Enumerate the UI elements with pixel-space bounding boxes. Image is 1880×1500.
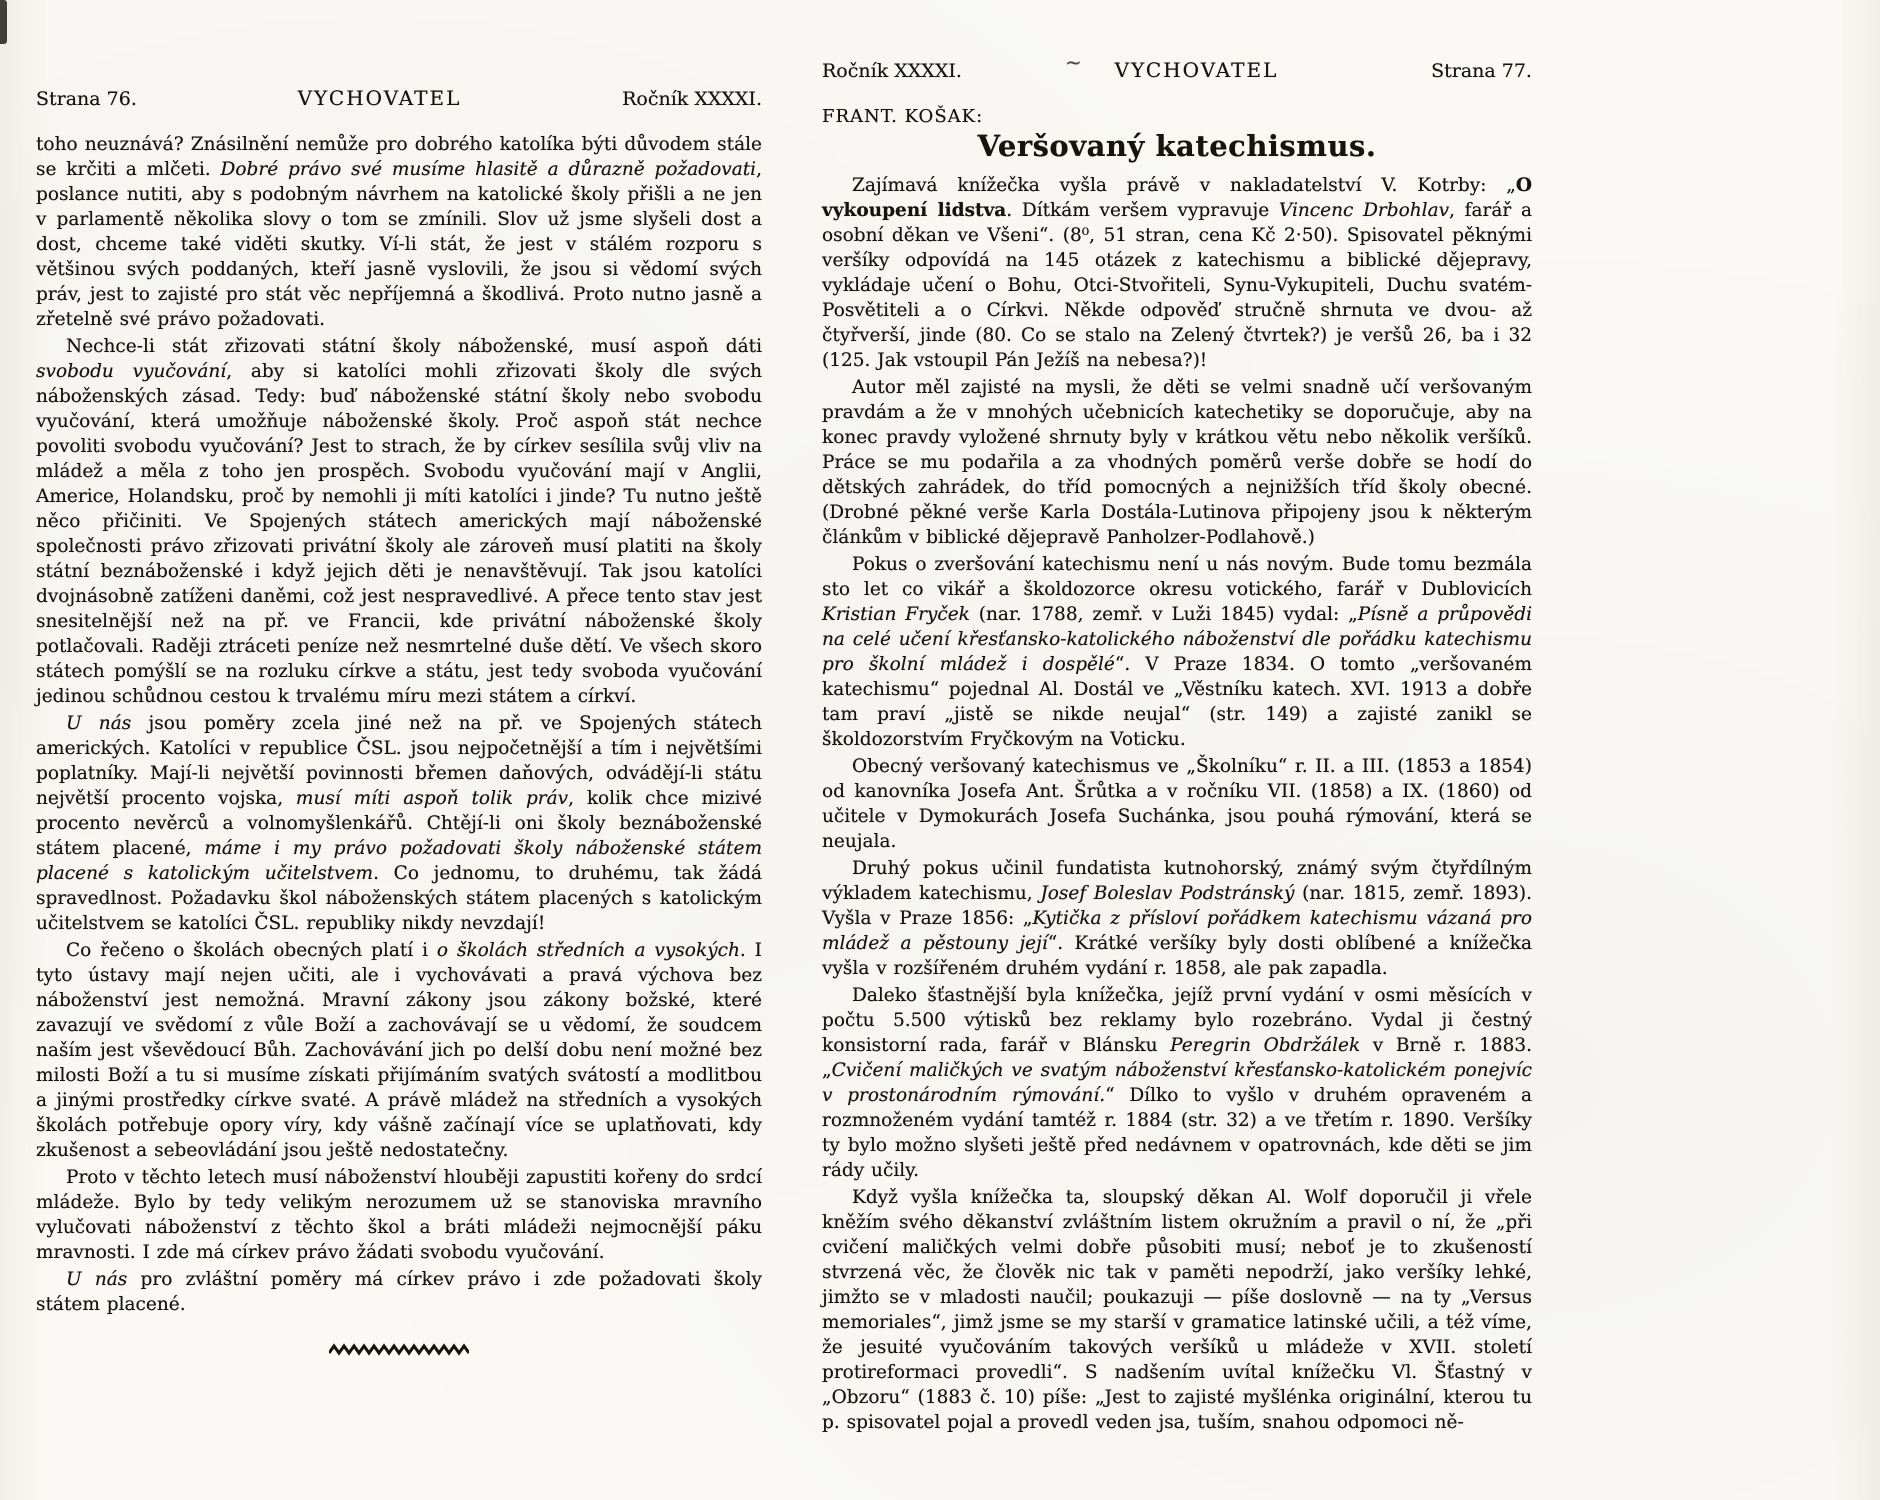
text-run: máme i my právo požadovati školy náboženské státem placené s katolickým učitelstvem bbox=[36, 838, 762, 884]
text-run: , poslance nutiti, aby s podobným návrhem na katolické školy přišli a ne jen v parlamentě několika slovy o tom se zmínili. Slov už jsme slyšeli dost a dost, chceme také viděti skutky. Ví-li stát, že jest v stálém rozporu s většinou svých poddaných, kteří jasně vyslovili, že jsou si vědomí svých práv, jest to zajisté pro stát věc nepříjemná a škodlivá. Proto nutno jasně a zřetelně své právo požadovati. bbox=[36, 159, 762, 330]
page-right bbox=[822, 50, 1533, 1437]
text-run: U nás bbox=[66, 713, 132, 734]
paragraph bbox=[36, 711, 762, 936]
text-run: svobodu vyučování bbox=[36, 361, 227, 382]
text-run: , aby si katolíci mohli zřizovati školy dle svých náboženských zásad. Tedy: buď náboženské státní školy nebo svobodu vyučování, která umožňuje náboženské školy. Proč aspoň stát nechce povoliti svobodu vyučování? Jest to strach, že by církev sesílila svůj vliv na mládež a měla z toho jen prospěch. Svobodu vyučování mají v Anglii, Americe, Holandsku, proč by nemohli ji míti katolíci i jinde? Tu nutno ještě něco přičiniti. Ve Spojených státech amerických mají náboženské společnosti právo zřizovati privátní školy ale zároveň musí platiti na školy státní beznáboženské i když jejich děti je nenavštěvují. Tak jsou katolíci dvojnásobně zatíženi daněmi, což jest nespravedlivé. A přece tento stav jest snesitelnější než na př. ve Francii, kde privátní náboženské školy potlačovali. Raději ztráceti peníze než nesmrtelné duše dětí. Ve všech skoro státech pomýšlí se na rozluku církve a státu, jest tedy svoboda vyučování jedinou schůdnou cestou k trvalému míru mezi státem a církví. bbox=[36, 361, 762, 707]
text-run: jsou poměry zcela jiné než na př. ve Spojených státech amerických. Katolíci v republice ČSL. jsou nejpočetnější a tím i největšími poplatníky. Mají-li největší povinnosti břemen daňových, odvádějí-li státu největší procento vojska, bbox=[36, 713, 762, 809]
text-run: (nar. 1815, zemř. 1893). Vyšla v Praze 1856: „ bbox=[822, 883, 1532, 929]
text-run: U nás bbox=[66, 1269, 128, 1290]
paragraph bbox=[36, 132, 762, 332]
text-run: Kytička z přísloví pořádkem katechismu vázaná pro mládež a pěstouny její bbox=[822, 908, 1533, 954]
paragraph bbox=[822, 552, 1532, 752]
text-run: Josef Boleslav Podstránský bbox=[1040, 883, 1295, 904]
text-run: Když vyšla knížečka ta, sloupský děkan Al. Wolf doporučil ji vřele kněžím svého děkanství zvláštním listem okružním a pravil o ní, že „při cvičení maličkých velmi dobře působiti musí; neboť je to zkušeností stvrzená věc, že člověk nic tak v paměti nepodrží, jako veršíky lehké, jimžto se v mladosti naučil; poukazuji — píše doslovně — na ty „Versus memoriales“, jimž jsme se my starší v gramatice latinské učili, a též víme, že jesuité vyučováním takových veršíků u mládeže v XVII. století protireformaci provedli“. S nadšením uvítal knížečku Vl. Šťastný v „Obzoru“ (1883 č. 10) píše: „Jest to zajisté myšlénka originální, kterou tu p. spisovatel pojal a provedl veden jsa, tuším, snahou odpomoci ně- bbox=[822, 1187, 1532, 1433]
text-run: . Co jednomu, to druhému, tak žádá spravedlnost. Požadavku škol náboženských státem placených s katolickým učitelstvem se katolíci ČSL. republiky nikdy nevzdají! bbox=[36, 863, 762, 934]
text-run: Daleko šťastnější byla knížečka, jejíž první vydání v osmi měsících v počtu 5.500 výtisků bez reklamy bylo rozebráno. Vydal ji čestný konsistorní rada, farář v Blánsku bbox=[822, 985, 1532, 1056]
text-run: pro zvláštní poměry má církev právo i zde požadovati školy státem placené. bbox=[36, 1269, 762, 1315]
paragraph bbox=[822, 173, 1532, 373]
text-run: Dobré právo své musíme hlasitě a důrazně požadovati bbox=[220, 159, 757, 180]
article-byline: FRANT. KOŠAK: bbox=[822, 106, 984, 127]
right-page-header bbox=[822, 50, 1532, 82]
paragraph bbox=[822, 983, 1532, 1183]
text-run: (nar. 1788, zemř. v Luži 1845) vydal: „ bbox=[969, 604, 1358, 625]
text-run: Pokus o zveršování katechismu není u nás novým. Bude tomu bezmála sto let co vikář a školdozorce okresu votického, farář v Dublovicích bbox=[822, 554, 1532, 600]
text-run: v Brně r. 1883. „ bbox=[822, 1035, 1532, 1081]
text-run: , kolik chce mizivé procento nevěrců a volnomyšlenkářů. Chtějí-li oni školy beznáboženské státem placené, bbox=[36, 788, 763, 859]
wavy-divider bbox=[329, 1343, 469, 1357]
paragraph bbox=[36, 938, 762, 1163]
journal-title: VYCHOVATEL bbox=[297, 86, 462, 110]
text-run: Obecný veršovaný katechismus ve „Školníku“ r. II. a III. (1853 a 1854) od kanovníka Josefa Ant. Šrůtka a v ročníku VII. (1858) a IX. (1860) od učitele v Dymokurách Josefa Suchánka, jsou pouhá rýmování, která se neujala. bbox=[822, 756, 1532, 852]
paragraph bbox=[36, 1267, 762, 1317]
text-run: Peregrin Obdržálek bbox=[1170, 1035, 1361, 1056]
paragraph bbox=[822, 754, 1532, 854]
text-run: . Dítkám veršem vypravuje bbox=[1006, 200, 1279, 221]
scan-edge-mark bbox=[0, 0, 7, 44]
volume-label: Ročník XXXXI. bbox=[622, 88, 762, 110]
text-run: toho neuznává? Znásilnění nemůže pro dobrého katolíka býti důvodem stále se krčiti a mlčeti. bbox=[36, 134, 762, 180]
text-run: Zajímavá knížečka vyšla právě v nakladatelství V. Kotrby: „ bbox=[852, 175, 1516, 196]
volume-label: Ročník XXXXI. bbox=[822, 60, 962, 82]
text-run: o školách středních a vysokých bbox=[436, 940, 740, 961]
text-run: . I tyto ústavy mají nejen učiti, ale i vychovávati a pravá výchova bez náboženství jest nemožná. Mravní zákony jsou zákony božské, které zavazují ve svědomí z vůle Boží a zachovávají se u vědomí, že soudcem naším jest vševědoucí Bůh. Zachovávání jich po delší dobu není možné bez milosti Boží a tu si musíme získati přijímáním svatých svátostí a modlitbou a jinými prostředky církve svaté. A právě mládež na středních a vysokých školách potřebuje opory víry, kdy vášně začínají více se uplatňovati, kdy zkušenost a sebeovládání jsou ještě nedostatečny. bbox=[36, 940, 762, 1161]
text-run: Nechce-li stát zřizovati státní školy náboženské, musí aspoň dáti bbox=[66, 336, 762, 357]
text-run: Proto v těchto letech musí náboženství hlouběji zapustiti kořeny do srdcí mládeže. Bylo by tedy velikým nerozumem už se stanoviska mravního vylučovati náboženství z těchto škol a bráti mládeži nejmocnější páku mravnosti. I zde má církev právo žádati svobodu vyučování. bbox=[36, 1167, 762, 1263]
paragraph bbox=[822, 856, 1532, 981]
article-title: Veršovaný katechismus. bbox=[977, 129, 1377, 163]
scan-artifact-tilde: ~ bbox=[1065, 50, 1080, 74]
paragraph bbox=[36, 334, 762, 709]
text-run: Písně a průpovědi na celé učení křesťansko-katolického náboženství dle pořádku katechismu pro školní mládež i dospělé bbox=[822, 604, 1532, 675]
text-run: Vincenc Drbohlav bbox=[1278, 200, 1450, 221]
text-run: Kristian Fryček bbox=[822, 604, 970, 625]
text-run: “. V Praze 1834. O tomto „veršovaném katechismu“ pojednal Al. Dostál ve „Věstníku katech. XVI. 1913 a dobře tam praví „jistě se nikde neujal“ (str. 149) a zajisté zanikl se školdozorstvím Fryčkovým na Voticku. bbox=[822, 654, 1532, 750]
text-run: Co řečeno o školách obecných platí i bbox=[66, 940, 437, 961]
paragraph bbox=[822, 375, 1532, 550]
right-page-body bbox=[822, 173, 1532, 1435]
page-number-label: Strana 77. bbox=[1431, 60, 1532, 82]
page-number-label: Strana 76. bbox=[36, 88, 137, 110]
text-run: , farář a osobní děkan ve Všeni“. (8⁰, 51 stran, cena Kč 2·50). Spisovatel pěknými veršíky odpovídá na 145 otázek z katechismu a biblické dějepravy, vykládaje učení o Bohu, Otci-Stvořiteli, Synu-Vykupiteli, Duchu svatém-Posvětiteli a o Církvi. Někde odpověď stručně shrnuta ve dvou- až čtyřverší, jinde (80. Co se stalo na Zelený čtvrtek?) je veršů 26, ba i 32 (125. Jak vstoupil Pán Ježíš na nebesa?)! bbox=[822, 200, 1533, 371]
paragraph bbox=[36, 1165, 762, 1265]
text-run: O vykoupení lidstva bbox=[822, 175, 1532, 221]
text-run: Druhý pokus učinil fundatista kutnohorský, známý svým čtyřdílným výkladem katechismu, bbox=[822, 858, 1532, 904]
left-page-header bbox=[36, 86, 762, 110]
text-run: Cvičení maličkých ve svatým náboženství křesťansko-katolickém ponejvíc v prostonárodním rýmování. bbox=[822, 1060, 1532, 1106]
text-run: Autor měl zajisté na mysli, že děti se velmi snadně učí veršovaným pravdám a že v mnohých učebnicích katechetiky se doporučuje, aby na konec pravdy vyložené shrnuty byly v krátkou větu nebo několik veršíků. Práce se mu podařila a za vhodných poměrů verše dobře se hodí do dětských zahrádek, do tříd pomocných a nejnižších tříd školy obecné. (Drobné pěkné verše Karla Dostála-Lutinova připojeny jsou k některým článkům v biblické dějepravě Panholzer-Podlahově.) bbox=[822, 377, 1532, 548]
page-left bbox=[36, 86, 762, 1357]
paragraph bbox=[822, 1185, 1532, 1435]
journal-title: VYCHOVATEL bbox=[1114, 58, 1279, 82]
text-run: “ Dílko to vyšlo v druhém opraveném a rozmnoženém vydání tamtéž r. 1884 (str. 32) a ve třetím r. 1890. Veršíky ty bylo možno slyšeti ještě před nedávnem v opatrovnách, kde děti se jim rády učily. bbox=[822, 1085, 1532, 1181]
left-page-body bbox=[36, 132, 762, 1317]
text-run: musí míti aspoň tolik práv bbox=[295, 788, 569, 809]
text-run: “. Krátké veršíky byly dosti oblíbené a knížečka vyšla v rozšířeném druhém vydání r. 1858, ale pak zapadla. bbox=[822, 933, 1532, 979]
